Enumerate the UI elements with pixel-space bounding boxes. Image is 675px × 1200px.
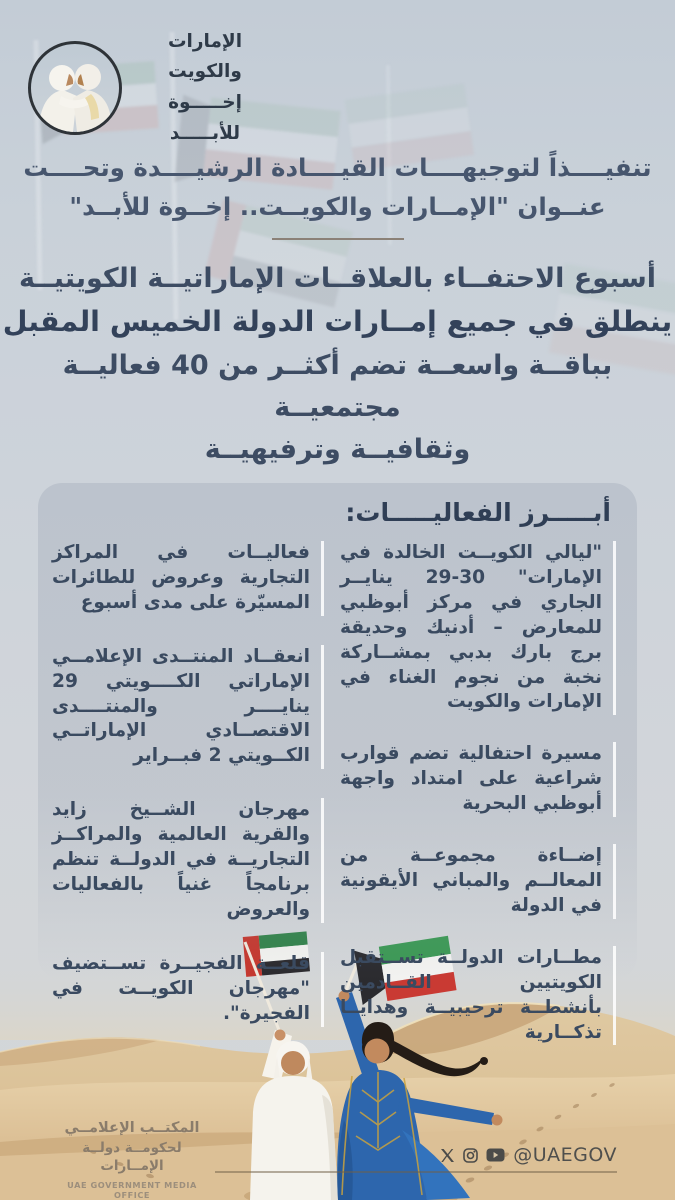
events-column-right [340, 541, 616, 1045]
event-item: إضــاءة مجموعــة من المعالــم والمباني الأيقونية في الدولة [340, 844, 616, 919]
social-bar [440, 1144, 617, 1166]
event-item: قلعــة الفجيــرة تســتضيف "مهرجان الكويــت في الفجيرة". [52, 952, 324, 1027]
event-item: انعقــاد المنتــدى الإعلامــي الإماراتي الكــــويتي 29 ينايــــر والمنتــــدى الاقتصــادي الإماراتــي الكــويتي 2 فبــراير [52, 645, 324, 770]
lead-line4: وثقافيــة وترفيهيــة [204, 433, 471, 465]
lead-line3-text-after: فعاليــة مجتمعيــة [62, 349, 401, 423]
instagram-icon [463, 1148, 478, 1163]
event-item: مطــارات الدولــة تســتقبل الكويتيين القــادمين بأنشطــة ترحيبيــة وهدايــا تذكــارية [340, 946, 616, 1046]
gmo-name-ar-line1: المكتــب الإعلامــي [64, 1120, 200, 1136]
lead-line3 [0, 345, 675, 429]
brand-lockup [28, 30, 278, 144]
lead-line3-number: 40 [171, 349, 209, 381]
event-item: مهرجان الشــيخ زايد والقرية العالمية والمراكــز التجاريــة في الدولــة تنظم برنامجاً غنياً بالفعاليات والعروض [52, 798, 324, 923]
brand-name-line1: الإمارات والكويت [167, 30, 243, 83]
intro-heading [0, 148, 675, 226]
event-item: فعاليــات في المراكز التجارية وعروض للطائرات المسيّرة على مدى أسبوع [52, 541, 324, 616]
event-item: "ليالي الكويــت الخالدة في الإمارات" 30-29 ينايــر الجاري في مركز أبوظبي للمعارض – أدنيك وحديقة برج بارك بدبي بمشــاركة نخبة من نجوم الغناء في الإمارات والكويت [340, 541, 616, 715]
events-card [38, 483, 637, 1043]
gmo-logo [52, 1118, 212, 1200]
intro-divider [272, 238, 404, 240]
event-item: مسيرة احتفالية تضم قوارب شراعية على امتداد واجهة أبوظبي البحرية [340, 742, 616, 817]
intro-line1: تنفيــــذاً لتوجيهــــات القيــــادة الرشيــــدة وتحــــت [23, 153, 652, 182]
lead-line2: ينطلق في جميع إمــارات الدولة الخميس المقبل [2, 305, 673, 339]
events-column-left [52, 541, 324, 1045]
gmo-name-ar-line2: لحكومــة دولــة الإمــارات [82, 1140, 182, 1175]
gmo-name-en: UAE GOVERNMENT MEDIA OFFICE [67, 1180, 197, 1200]
lead-line3-text: بباقــة واسعــة تضم أكثــر من [208, 349, 613, 381]
embrace-figures-icon [31, 44, 119, 132]
x-twitter-icon [440, 1148, 455, 1163]
youtube-icon [486, 1148, 505, 1162]
lead-paragraph [0, 258, 675, 471]
footer-divider [215, 1171, 617, 1173]
brand-text [132, 27, 278, 149]
intro-line2: عنــوان "الإمــارات والكويــت.. إخــوة للأبــد" [69, 192, 606, 222]
lead-line1: أسبوع الاحتفــاء بالعلاقــات الإماراتيــة الكويتيــة [18, 263, 657, 294]
events-grid [38, 531, 637, 1045]
events-heading: أبـــــرز الفعاليـــــات: [345, 498, 611, 527]
brand-emblem [28, 41, 122, 135]
social-handle: @UAEGOV [513, 1144, 617, 1166]
brand-name-line2: إخـــــوة للأبـــــد [168, 92, 242, 144]
